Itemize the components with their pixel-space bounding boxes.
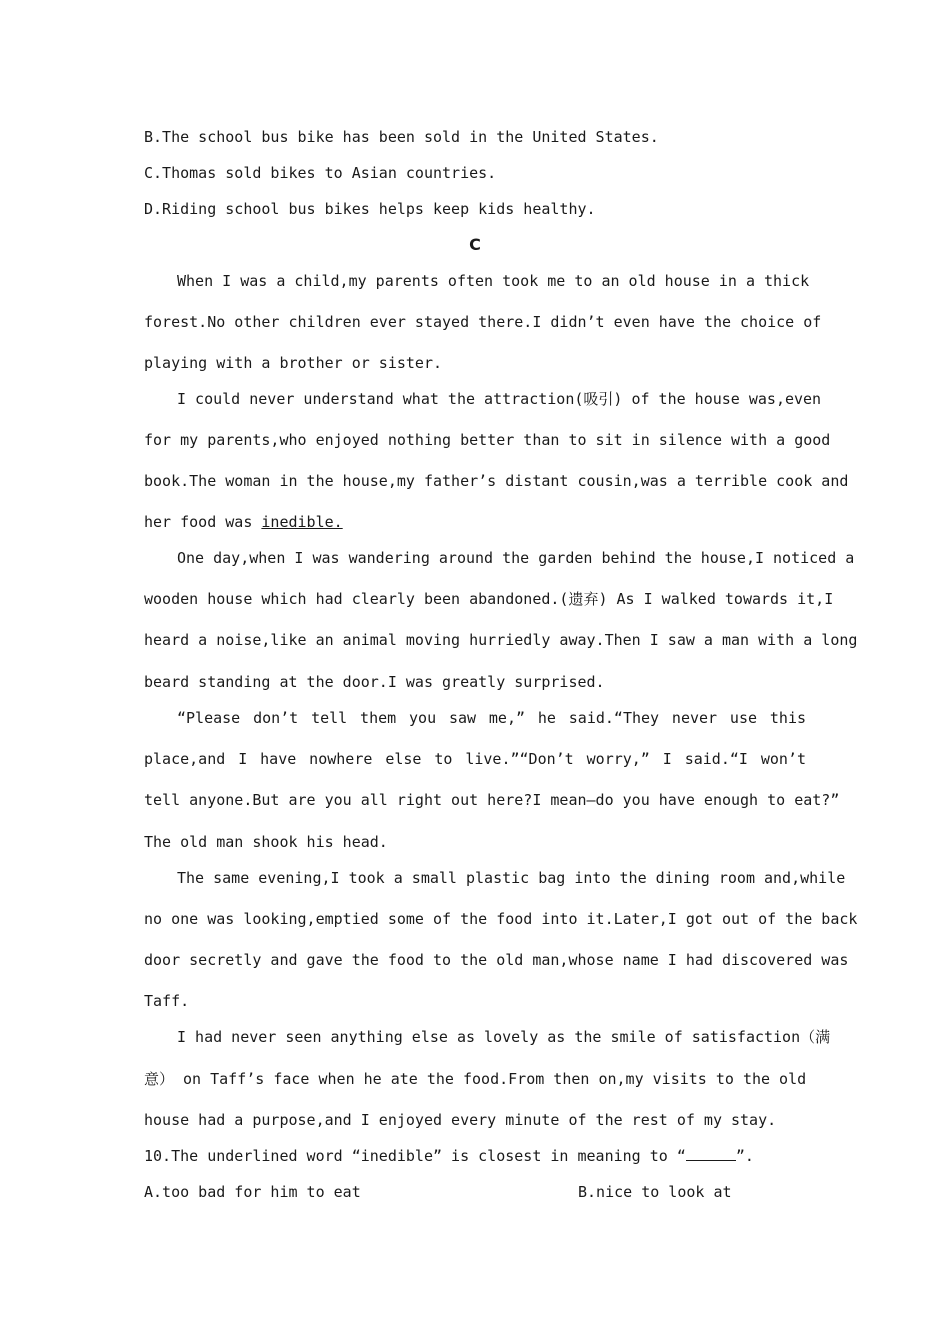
passage-line: I had never seen anything else as lovely as the smile of satisfaction（满 — [177, 1028, 831, 1046]
passage-line: heard a noise,like an animal moving hurriedly away.Then I saw a man with a long — [144, 631, 858, 649]
passage-line: book.The woman in the house,my father’s distant cousin,was a terrible cook and — [144, 472, 849, 490]
question-10 — [144, 1146, 806, 1166]
passage-line: house had a purpose,and I enjoyed every minute of the rest of my stay. — [144, 1111, 777, 1129]
passage-line: door secretly and gave the food to the old man,whose name I had discovered was — [144, 951, 849, 969]
underlined-word-inedible: inedible. — [261, 513, 343, 531]
passage-line: for my parents,who enjoyed nothing better than to sit in silence with a good — [144, 431, 831, 449]
passage-line: The old man shook his head. — [144, 833, 388, 851]
option-a: A.too bad for him to eat — [144, 1183, 361, 1201]
passage-line: Taff. — [144, 992, 190, 1010]
passage-line: tell anyone.But are you all right out here?I mean—do you have enough to eat?” — [144, 791, 840, 809]
passage-line: beard standing at the door.I was greatly surprised. — [144, 673, 605, 691]
passage-line: no one was looking,emptied some of the food into it.Later,I got out of the back — [144, 910, 858, 928]
passage-line: I could never understand what the attraction(吸引) of the house was,even — [177, 390, 822, 408]
option-b: B.nice to look at — [578, 1183, 732, 1201]
passage-line: 意） on Taff’s face when he ate the food.From then on,my visits to the old — [144, 1070, 807, 1088]
passage-line: wooden house which had clearly been abandoned.(遗弃) As I walked towards it,I — [144, 590, 834, 608]
passage-line: One day,when I was wandering around the garden behind the house,I noticed a — [177, 549, 855, 567]
passage-line: forest.No other children ever stayed there.I didn’t even have the choice of — [144, 313, 822, 331]
passage-text: her food was — [144, 513, 262, 531]
option-b-previous: B.The school bus bike has been sold in the United States. — [144, 128, 659, 146]
answer-blank — [686, 1146, 736, 1161]
question-stem-end: ”. — [735, 1147, 754, 1165]
option-d-previous: D.Riding school bus bikes helps keep kids healthy. — [144, 200, 596, 218]
passage-line: When I was a child,my parents often took me to an old house in a thick — [177, 272, 810, 290]
question-stem: 10.The underlined word “inedible” is closest in meaning to “ — [144, 1147, 686, 1165]
question-10-options — [144, 1182, 806, 1202]
passage-line — [144, 512, 806, 532]
option-c-previous: C.Thomas sold bikes to Asian countries. — [144, 164, 497, 182]
passage-line: “Please don’t tell them you saw me,” he said.“They never use this — [177, 709, 806, 727]
passage-line: playing with a brother or sister. — [144, 354, 443, 372]
passage-line: The same evening,I took a small plastic bag into the dining room and,while — [177, 869, 846, 887]
section-title: C — [469, 235, 481, 254]
passage-line: place,and I have nowhere else to live.”“Don’t worry,” I said.“I won’t — [144, 750, 806, 768]
